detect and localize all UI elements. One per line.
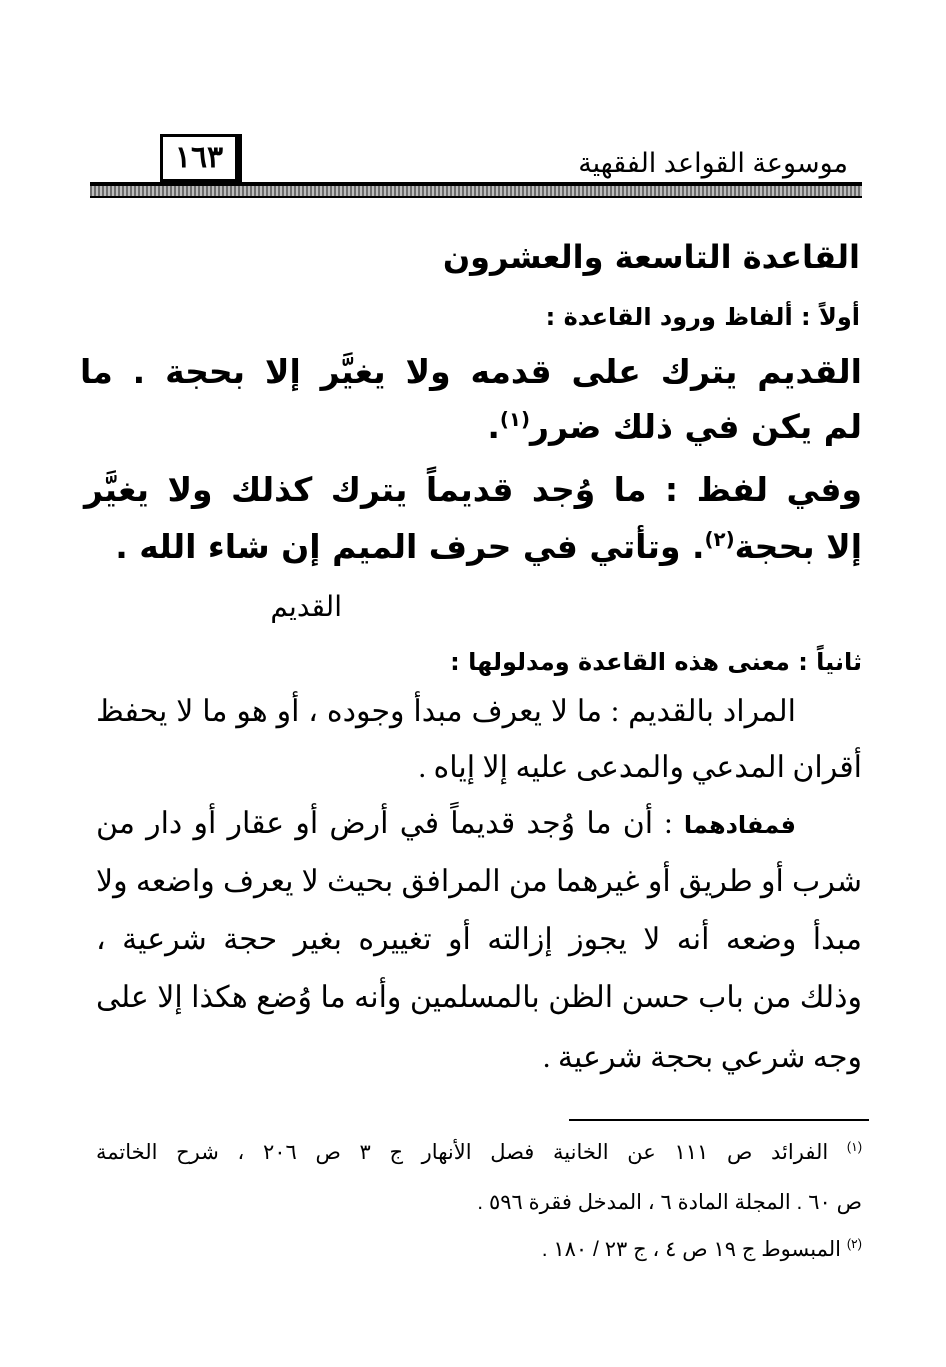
- paragraph-2-line-1: [96, 806, 796, 841]
- header-rule-pattern: [90, 186, 862, 198]
- paragraph-2-line-1-rest: : أن ما وُجد قديماً في أرض أو عقار أو دار من: [96, 807, 673, 840]
- paragraph-2-line-4: وذلك من باب حسن الظن بالمسلمين وأنه ما وُضع هكذا إلا على: [96, 981, 862, 1014]
- variant-text-line-2-b: . وتأتي في حرف الميم إن شاء الله .: [115, 527, 705, 566]
- rule-text-line-2-body: لم يكن في ذلك ضرر: [530, 407, 862, 446]
- variant-text-line-2: [115, 527, 862, 566]
- footnote-ref-1: (١): [499, 408, 531, 431]
- footnote-1-marker: (١): [846, 1140, 863, 1154]
- rule-heading: القاعدة التاسعة والعشرون: [442, 238, 860, 276]
- handwritten-note: القديم: [270, 590, 342, 623]
- paragraph-2-line-2: شرب أو طريق أو غيرهما من المرافق بحيث لا يعرف واضعه ولا: [96, 865, 862, 898]
- footnote-1-line-2: ص ٦٠ . المجلة المادة ٦ ، المدخل فقرة ٥٩٦ .: [477, 1191, 862, 1214]
- rule-text-line-2: [487, 407, 862, 446]
- paragraph-1-line-1: المراد بالقديم : ما لا يعرف مبدأ وجوده ، أو هو ما لا يحفظ: [96, 695, 796, 728]
- paragraph-2-lead: فمفادهما: [683, 811, 796, 839]
- rule-text-line-2-end: .: [487, 407, 500, 446]
- paragraph-1-line-2: أقران المدعي والمدعى عليه إلا إياه .: [418, 751, 862, 784]
- paragraph-2-line-3: مبدأ وضعه أنه لا يجوز إزالته أو تغييره بغير حجة شرعية ،: [96, 923, 862, 956]
- section-title-meaning: ثانياً : معنى هذه القاعدة ومدلولها :: [450, 648, 862, 676]
- footnote-separator: [569, 1119, 869, 1121]
- footnote-1-text: الفرائد ص ١١١ عن الخانية فصل الأنهار ج ٣ ص ٢٠٦ ، شرح الخاتمة: [96, 1141, 829, 1164]
- section-title-wordings: أولاً : ألفاظ ورود القاعدة :: [545, 303, 860, 331]
- footnote-2-text: المبسوط ج ١٩ ص ٤ ، ج ٢٣ / ١٨٠ .: [541, 1238, 841, 1261]
- footnote-2: [542, 1237, 862, 1262]
- footnote-2-marker: (٢): [846, 1237, 862, 1251]
- book-title: موسوعة القواعد الفقهية: [578, 148, 848, 178]
- page-number: ١٦٣: [160, 134, 242, 182]
- footnote-1-line-1: [96, 1140, 862, 1165]
- rule-text-line-1: القديم يترك على قدمه ولا يغيَّر إلا بحجة . ما: [80, 352, 862, 391]
- variant-text-line-2-a: إلا بحجة: [734, 527, 862, 566]
- footnote-ref-2: (٢): [704, 528, 735, 551]
- paragraph-2-line-5: وجه شرعي بحجة شرعية .: [542, 1041, 862, 1074]
- variant-text-line-1: وفي لفظ : ما وُجد قديماً يترك كذلك ولا يغيَّر: [84, 470, 862, 509]
